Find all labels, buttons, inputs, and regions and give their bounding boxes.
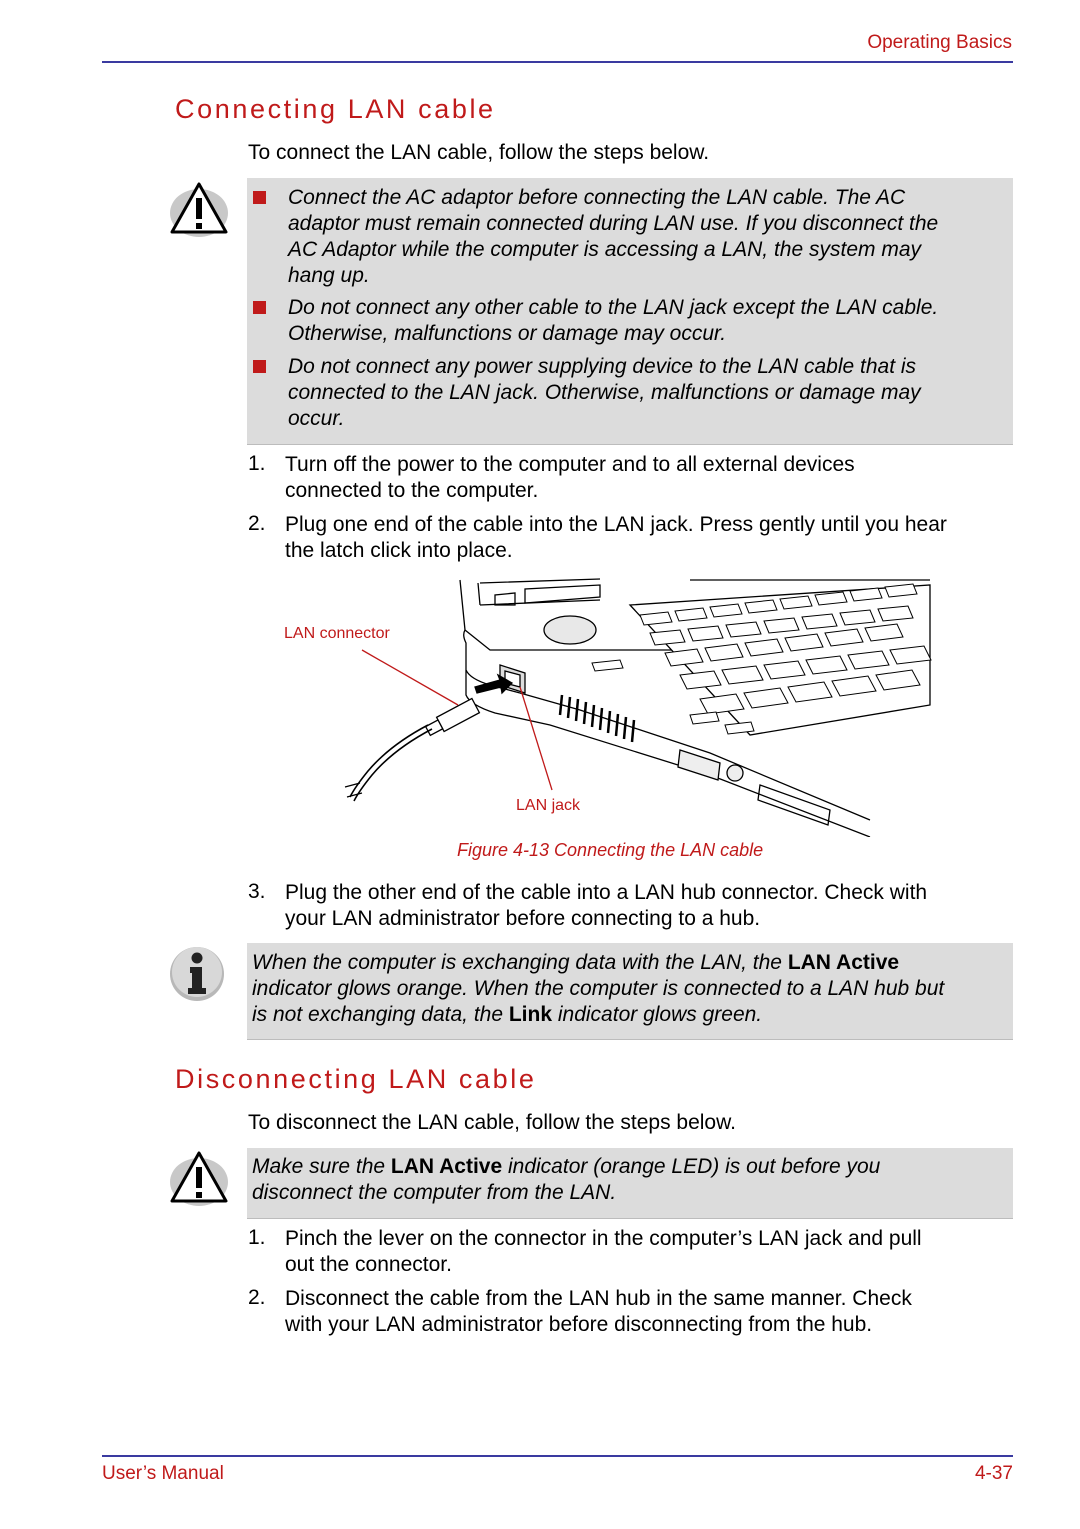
intro-text: To disconnect the LAN cable, follow the steps below. — [248, 1111, 736, 1134]
bullet-marker — [253, 191, 266, 204]
lan-figure-illustration — [330, 575, 940, 837]
figure-label-lan-connector: LAN connector — [284, 625, 390, 642]
footer-rule — [102, 1455, 1013, 1457]
section-title-disconnecting: Disconnecting LAN cable — [175, 1064, 537, 1094]
page-number: 4-37 — [974, 1463, 1013, 1484]
step-number: 1. — [248, 452, 266, 475]
caution-text: Make sure the LAN Active indicator (orange LED) is out before you disconnect the computer from the LAN. — [252, 1155, 881, 1204]
note-text: When the computer is exchanging data with the LAN, the LAN Active indicator glows orange. When the computer is connected to a LAN hub but is not exchanging data, the Link indicator glows green. — [252, 951, 945, 1026]
bullet-marker — [253, 301, 266, 314]
intro-text: To connect the LAN cable, follow the steps below. — [248, 141, 710, 164]
step-number: 1. — [248, 1226, 266, 1249]
disconnect-step-1-text: Pinch the lever on the connector in the computer’s LAN jack and pull out the connector. — [285, 1227, 922, 1276]
warning-triangle-icon — [168, 181, 230, 239]
step-1-text: Turn off the power to the computer and to all external devices connected to the computer. — [285, 453, 855, 502]
disconnect-step-2-text: Disconnect the cable from the LAN hub in the same manner. Check with your LAN administrator before disconnecting from the hub. — [285, 1287, 912, 1336]
warning-triangle-icon — [168, 1150, 230, 1208]
step-number: 2. — [248, 1286, 266, 1309]
step-2-text: Plug one end of the cable into the LAN jack. Press gently until you hear the latch click into place. — [285, 513, 947, 562]
running-header: Operating Basics — [867, 32, 1012, 53]
step-number: 2. — [248, 512, 266, 535]
caution-item-1: Connect the AC adaptor before connecting the LAN cable. The AC adaptor must remain connected during LAN use. If you disconnect the AC Adaptor while the computer is accessing a LAN, the system may hang up. — [288, 186, 939, 287]
figure-label-lan-jack: LAN jack — [516, 797, 581, 814]
figure-caption: Figure 4-13 Connecting the LAN cable — [457, 840, 764, 860]
caution-item-3: Do not connect any power supplying device to the LAN cable that is connected to the LAN jack. Otherwise, malfunctions or damage may occur. — [288, 355, 921, 430]
bullet-marker — [253, 360, 266, 373]
section-title-connecting: Connecting LAN cable — [175, 94, 496, 124]
info-icon — [168, 944, 226, 1002]
header-rule — [102, 61, 1013, 63]
caution-item-2: Do not connect any other cable to the LAN jack except the LAN cable. Otherwise, malfunctions or damage may occur. — [288, 296, 939, 345]
step-3-text: Plug the other end of the cable into a LAN hub connector. Check with your LAN administrator before connecting to a hub. — [285, 881, 928, 930]
step-number: 3. — [248, 880, 266, 903]
footer-manual-title: User’s Manual — [102, 1463, 224, 1484]
